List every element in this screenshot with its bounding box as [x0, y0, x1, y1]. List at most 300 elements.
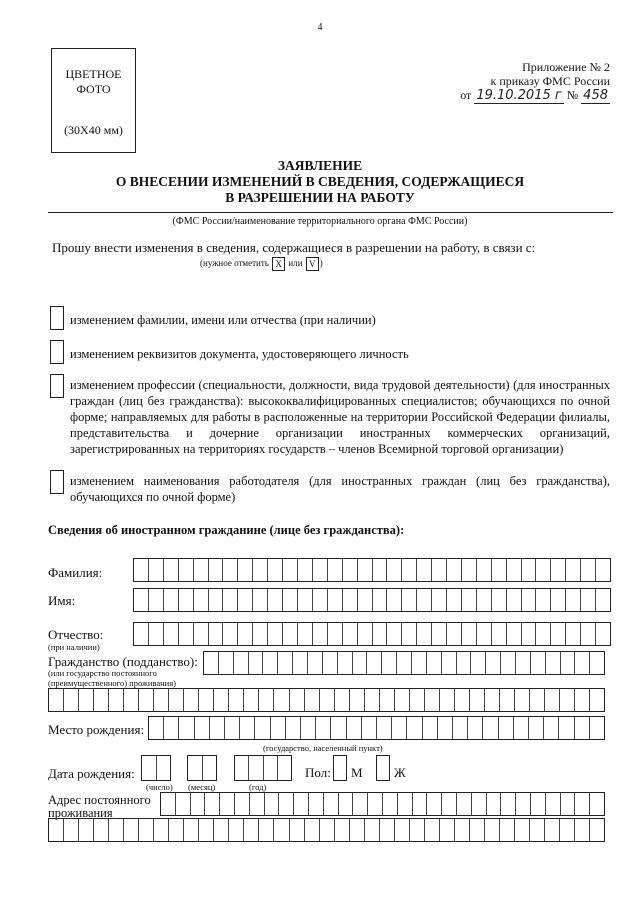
grid-cell[interactable] — [164, 623, 179, 645]
grid-cell[interactable] — [164, 559, 179, 581]
grid-cell[interactable] — [331, 717, 346, 739]
citizenship-note1: (или государство постоянного — [48, 668, 157, 678]
grid-cell[interactable] — [290, 689, 305, 711]
grid-cell[interactable] — [194, 623, 209, 645]
grid-cell[interactable] — [507, 559, 522, 581]
grid-cell[interactable] — [223, 623, 238, 645]
grid-cell[interactable] — [380, 819, 395, 841]
grid-cell[interactable] — [259, 819, 274, 841]
grid-cell[interactable] — [350, 819, 365, 841]
grid-cell[interactable] — [455, 819, 470, 841]
grid-cell[interactable] — [486, 652, 501, 674]
grid-cell[interactable] — [417, 589, 432, 611]
grid-cell[interactable] — [298, 589, 313, 611]
grid-cell[interactable] — [278, 652, 293, 674]
grid-cell[interactable] — [154, 689, 169, 711]
grid-cell[interactable] — [199, 689, 214, 711]
grid-cell[interactable] — [462, 623, 477, 645]
grid-cell[interactable] — [575, 793, 590, 815]
grid-cell[interactable] — [575, 652, 590, 674]
grid-cell[interactable] — [264, 756, 278, 780]
grid-cell[interactable] — [179, 623, 194, 645]
grid-cell[interactable] — [368, 793, 383, 815]
address-grid-line1[interactable] — [160, 792, 605, 816]
grid-cell[interactable] — [169, 689, 184, 711]
grid-cell[interactable] — [500, 819, 515, 841]
grid-cell[interactable] — [590, 717, 604, 739]
grid-cell[interactable] — [427, 652, 442, 674]
grid-cell[interactable] — [179, 717, 194, 739]
grid-cell[interactable] — [516, 793, 531, 815]
mark-hint — [200, 257, 323, 271]
grid-cell[interactable] — [447, 623, 462, 645]
grid-cell[interactable] — [402, 559, 417, 581]
grid-cell[interactable] — [522, 559, 537, 581]
grid-cell[interactable] — [244, 819, 259, 841]
birthplace-grid[interactable] — [148, 716, 605, 740]
grid-cell[interactable] — [367, 652, 382, 674]
grid-cell[interactable] — [109, 819, 124, 841]
grid-cell[interactable] — [343, 559, 358, 581]
grid-cell[interactable] — [134, 589, 149, 611]
grid-cell[interactable] — [343, 623, 358, 645]
grid-cell[interactable] — [250, 793, 265, 815]
grid-cell[interactable] — [575, 717, 590, 739]
grid-cell[interactable] — [184, 819, 199, 841]
grid-cell[interactable] — [49, 819, 64, 841]
grid-cell[interactable] — [447, 559, 462, 581]
grid-cell[interactable] — [545, 819, 560, 841]
grid-cell[interactable] — [142, 756, 157, 780]
grid-cell[interactable] — [79, 689, 94, 711]
grid-cell[interactable] — [410, 819, 425, 841]
grid-cell[interactable] — [253, 623, 268, 645]
surname-grid[interactable] — [133, 558, 611, 582]
citizenship-grid-line1[interactable] — [203, 651, 605, 675]
grid-cell[interactable] — [343, 589, 358, 611]
grid-cell[interactable] — [283, 623, 298, 645]
grid-cell[interactable] — [238, 589, 253, 611]
birth-month-note: (месяц) — [188, 782, 216, 792]
grid-cell[interactable] — [492, 589, 507, 611]
grid-cell[interactable] — [293, 652, 308, 674]
address-label — [48, 794, 151, 820]
grid-cell[interactable] — [320, 689, 335, 711]
grid-cell[interactable] — [223, 559, 238, 581]
grid-cell[interactable] — [149, 623, 164, 645]
grid-cell[interactable] — [263, 652, 278, 674]
grid-cell[interactable] — [286, 717, 301, 739]
hint-prefix: (нужное отметить — [200, 258, 269, 269]
grid-cell[interactable] — [313, 589, 328, 611]
grid-cell[interactable] — [235, 756, 249, 780]
grid-cell[interactable] — [205, 793, 220, 815]
grid-cell[interactable] — [410, 689, 425, 711]
grid-cell[interactable] — [462, 559, 477, 581]
grid-cell[interactable] — [328, 589, 343, 611]
grid-cell[interactable] — [544, 717, 559, 739]
grid-cell[interactable] — [590, 689, 604, 711]
grid-cell[interactable] — [575, 819, 590, 841]
grid-cell[interactable] — [455, 689, 470, 711]
grid-cell[interactable] — [477, 623, 492, 645]
grid-cell[interactable] — [462, 589, 477, 611]
grid-cell[interactable] — [229, 689, 244, 711]
grid-cell[interactable] — [485, 819, 500, 841]
grid-cell[interactable] — [499, 717, 514, 739]
grid-cell[interactable] — [392, 717, 407, 739]
grid-cell[interactable] — [477, 559, 492, 581]
patronymic-label: Отчество: — [48, 627, 104, 642]
grid-cell[interactable] — [402, 623, 417, 645]
grid-cell[interactable] — [271, 717, 286, 739]
grid-cell[interactable] — [94, 819, 109, 841]
grid-cell[interactable] — [199, 819, 214, 841]
grid-cell[interactable] — [238, 623, 253, 645]
grid-cell[interactable] — [470, 819, 485, 841]
grid-cell[interactable] — [157, 756, 171, 780]
grid-cell[interactable] — [328, 559, 343, 581]
grid-cell[interactable] — [124, 819, 139, 841]
grid-cell[interactable] — [413, 793, 428, 815]
grid-cell[interactable] — [134, 559, 149, 581]
grid-cell[interactable] — [590, 793, 604, 815]
grid-cell[interactable] — [546, 793, 561, 815]
grid-cell[interactable] — [551, 623, 566, 645]
option-checkbox-document[interactable] — [50, 340, 64, 364]
grid-cell[interactable] — [328, 623, 343, 645]
grid-cell[interactable] — [561, 652, 576, 674]
grid-cell[interactable] — [566, 559, 581, 581]
grid-cell[interactable] — [278, 756, 291, 780]
grid-cell[interactable] — [581, 559, 596, 581]
grid-cell[interactable] — [501, 793, 516, 815]
grid-cell[interactable] — [425, 689, 440, 711]
grid-cell[interactable] — [358, 623, 373, 645]
patronymic-grid[interactable] — [133, 622, 611, 646]
grid-cell[interactable] — [268, 559, 283, 581]
grid-cell[interactable] — [301, 717, 316, 739]
sex-male-label: М — [351, 765, 363, 780]
grid-cell[interactable] — [387, 589, 402, 611]
citizenship-grid-line2[interactable] — [48, 688, 605, 712]
grid-cell[interactable] — [566, 623, 581, 645]
grid-cell[interactable] — [440, 689, 455, 711]
grid-cell[interactable] — [566, 589, 581, 611]
birth-day-grid[interactable] — [141, 755, 171, 781]
grid-cell[interactable] — [347, 717, 362, 739]
grid-cell[interactable] — [545, 689, 560, 711]
grid-cell[interactable] — [139, 819, 154, 841]
appendix-header — [460, 60, 610, 103]
authority-line[interactable] — [48, 212, 613, 213]
page-number: 4 — [317, 22, 323, 33]
grid-cell[interactable] — [447, 589, 462, 611]
grid-cell[interactable] — [457, 793, 472, 815]
grid-cell[interactable] — [219, 652, 234, 674]
grid-cell[interactable] — [308, 652, 323, 674]
option-checkbox-employer[interactable] — [50, 470, 64, 494]
grid-cell[interactable] — [194, 559, 209, 581]
grid-cell[interactable] — [530, 689, 545, 711]
grid-cell[interactable] — [596, 623, 610, 645]
grid-cell[interactable] — [380, 689, 395, 711]
grid-cell[interactable] — [338, 652, 353, 674]
address-label-line2: проживания — [48, 806, 113, 820]
grid-cell[interactable] — [383, 793, 398, 815]
grid-cell[interactable] — [238, 559, 253, 581]
grid-cell[interactable] — [423, 717, 438, 739]
grid-cell[interactable] — [179, 559, 194, 581]
grid-cell[interactable] — [149, 559, 164, 581]
grid-cell[interactable] — [149, 717, 164, 739]
grid-cell[interactable] — [255, 717, 270, 739]
grid-cell[interactable] — [223, 589, 238, 611]
grid-cell[interactable] — [244, 689, 259, 711]
grid-cell[interactable] — [395, 689, 410, 711]
grid-cell[interactable] — [514, 717, 529, 739]
grid-cell[interactable] — [124, 689, 139, 711]
grid-cell[interactable] — [240, 717, 255, 739]
grid-cell[interactable] — [531, 652, 546, 674]
grid-cell[interactable] — [259, 689, 274, 711]
grid-cell[interactable] — [442, 652, 457, 674]
grid-cell[interactable] — [279, 793, 294, 815]
grid-cell[interactable] — [161, 793, 176, 815]
grid-cell[interactable] — [229, 819, 244, 841]
grid-cell[interactable] — [536, 623, 551, 645]
grid-cell[interactable] — [432, 623, 447, 645]
grid-cell[interactable] — [402, 589, 417, 611]
order-from: от — [460, 88, 472, 102]
grid-cell[interactable] — [507, 623, 522, 645]
grid-cell[interactable] — [353, 652, 368, 674]
grid-cell[interactable] — [561, 793, 576, 815]
grid-cell[interactable] — [164, 589, 179, 611]
grid-cell[interactable] — [335, 819, 350, 841]
grid-cell[interactable] — [305, 689, 320, 711]
grid-cell[interactable] — [373, 559, 388, 581]
grid-cell[interactable] — [516, 652, 531, 674]
grid-cell[interactable] — [492, 559, 507, 581]
grid-cell[interactable] — [234, 652, 249, 674]
grid-cell[interactable] — [109, 689, 124, 711]
grid-cell[interactable] — [268, 623, 283, 645]
grid-cell[interactable] — [154, 819, 169, 841]
grid-cell[interactable] — [483, 717, 498, 739]
grid-cell[interactable] — [209, 589, 224, 611]
grid-cell[interactable] — [590, 819, 604, 841]
grid-cell[interactable] — [324, 793, 339, 815]
grid-cell[interactable] — [298, 559, 313, 581]
grid-cell[interactable] — [515, 689, 530, 711]
grid-cell[interactable] — [551, 589, 566, 611]
grid-cell[interactable] — [274, 819, 289, 841]
grid-cell[interactable] — [398, 793, 413, 815]
grid-cell[interactable] — [298, 623, 313, 645]
grid-cell[interactable] — [149, 589, 164, 611]
grid-cell[interactable] — [365, 819, 380, 841]
grid-cell[interactable] — [210, 717, 225, 739]
grid-cell[interactable] — [294, 793, 309, 815]
appendix-line1: Приложение № 2 — [522, 60, 610, 74]
grid-cell[interactable] — [432, 589, 447, 611]
grid-cell[interactable] — [397, 652, 412, 674]
grid-cell[interactable] — [209, 559, 224, 581]
grid-cell[interactable] — [590, 652, 604, 674]
sex-male-checkbox[interactable] — [333, 755, 347, 781]
grid-cell[interactable] — [546, 652, 561, 674]
grid-cell[interactable] — [382, 652, 397, 674]
grid-cell[interactable] — [575, 689, 590, 711]
grid-cell[interactable] — [536, 589, 551, 611]
grid-cell[interactable] — [407, 717, 422, 739]
grid-cell[interactable] — [501, 652, 516, 674]
grid-cell[interactable] — [194, 589, 209, 611]
birth-month-grid[interactable] — [187, 755, 217, 781]
option-checkbox-profession[interactable] — [50, 374, 64, 398]
grid-cell[interactable] — [470, 689, 485, 711]
grid-cell[interactable] — [191, 793, 206, 815]
grid-cell[interactable] — [536, 559, 551, 581]
grid-cell[interactable] — [438, 717, 453, 739]
grid-cell[interactable] — [274, 689, 289, 711]
grid-cell[interactable] — [176, 793, 191, 815]
grid-cell[interactable] — [283, 559, 298, 581]
grid-cell[interactable] — [581, 589, 596, 611]
grid-cell[interactable] — [387, 559, 402, 581]
grid-cell[interactable] — [225, 717, 240, 739]
grid-cell[interactable] — [195, 717, 210, 739]
request-text: Прошу внести изменения в сведения, содержащиеся в разрешении на работу, в связи с: — [52, 240, 536, 255]
grid-cell[interactable] — [560, 689, 575, 711]
grid-cell[interactable] — [79, 819, 94, 841]
grid-cell[interactable] — [179, 589, 194, 611]
grid-cell[interactable] — [485, 689, 500, 711]
grid-cell[interactable] — [487, 793, 502, 815]
grid-cell[interactable] — [417, 623, 432, 645]
surname-label: Фамилия: — [48, 565, 103, 580]
grid-cell[interactable] — [313, 623, 328, 645]
grid-cell[interactable] — [313, 559, 328, 581]
grid-cell[interactable] — [249, 756, 263, 780]
grid-cell[interactable] — [492, 623, 507, 645]
grid-cell[interactable] — [214, 819, 229, 841]
grid-cell[interactable] — [139, 689, 154, 711]
grid-cell[interactable] — [522, 623, 537, 645]
grid-cell[interactable] — [305, 819, 320, 841]
grid-cell[interactable] — [309, 793, 324, 815]
grid-cell[interactable] — [596, 559, 610, 581]
grid-cell[interactable] — [596, 589, 610, 611]
grid-cell[interactable] — [425, 819, 440, 841]
grid-cell[interactable] — [417, 559, 432, 581]
grid-cell[interactable] — [323, 652, 338, 674]
grid-cell[interactable] — [432, 559, 447, 581]
grid-cell[interactable] — [358, 559, 373, 581]
grid-cell[interactable] — [265, 793, 280, 815]
grid-cell[interactable] — [530, 819, 545, 841]
grid-cell[interactable] — [581, 623, 596, 645]
grid-cell[interactable] — [395, 819, 410, 841]
grid-cell[interactable] — [253, 559, 268, 581]
grid-cell[interactable] — [253, 589, 268, 611]
grid-cell[interactable] — [471, 652, 486, 674]
grid-cell[interactable] — [268, 589, 283, 611]
grid-cell[interactable] — [320, 819, 335, 841]
grid-cell[interactable] — [515, 819, 530, 841]
address-grid-line2[interactable] — [48, 818, 605, 842]
grid-cell[interactable] — [188, 756, 203, 780]
grid-cell[interactable] — [184, 689, 199, 711]
grid-cell[interactable] — [522, 589, 537, 611]
grid-cell[interactable] — [500, 689, 515, 711]
citizenship-note2: (преимущественного) проживания) — [48, 678, 176, 688]
sex-female-checkbox[interactable] — [376, 755, 390, 781]
hint-or: или — [288, 258, 303, 269]
authority-caption: (ФМС России/наименование территориального органа ФМС России) — [172, 216, 468, 227]
grid-cell[interactable] — [551, 559, 566, 581]
grid-cell[interactable] — [283, 589, 298, 611]
grid-cell[interactable] — [94, 689, 109, 711]
grid-cell[interactable] — [350, 689, 365, 711]
grid-cell[interactable] — [440, 819, 455, 841]
grid-cell[interactable] — [477, 589, 492, 611]
grid-cell[interactable] — [373, 589, 388, 611]
grid-cell[interactable] — [316, 717, 331, 739]
birth-year-grid[interactable] — [234, 755, 292, 781]
grid-cell[interactable] — [290, 819, 305, 841]
grid-cell[interactable] — [377, 717, 392, 739]
grid-cell[interactable] — [472, 793, 487, 815]
grid-cell[interactable] — [169, 819, 184, 841]
grid-cell[interactable] — [214, 689, 229, 711]
grid-cell[interactable] — [362, 717, 377, 739]
grid-cell[interactable] — [373, 623, 388, 645]
grid-cell[interactable] — [507, 589, 522, 611]
grid-cell[interactable] — [559, 717, 574, 739]
name-grid[interactable] — [133, 588, 611, 612]
option-checkbox-name[interactable] — [50, 306, 64, 330]
grid-cell[interactable] — [457, 652, 472, 674]
grid-cell[interactable] — [164, 717, 179, 739]
grid-cell[interactable] — [204, 652, 219, 674]
grid-cell[interactable] — [412, 652, 427, 674]
grid-cell[interactable] — [249, 652, 264, 674]
grid-cell[interactable] — [529, 717, 544, 739]
grid-cell[interactable] — [220, 793, 235, 815]
grid-cell[interactable] — [235, 793, 250, 815]
grid-cell[interactable] — [427, 793, 442, 815]
grid-cell[interactable] — [209, 623, 224, 645]
grid-cell[interactable] — [64, 689, 79, 711]
grid-cell[interactable] — [339, 793, 354, 815]
grid-cell[interactable] — [442, 793, 457, 815]
grid-cell[interactable] — [335, 689, 350, 711]
grid-cell[interactable] — [49, 689, 64, 711]
grid-cell[interactable] — [387, 623, 402, 645]
grid-cell[interactable] — [358, 589, 373, 611]
grid-cell[interactable] — [203, 756, 217, 780]
grid-cell[interactable] — [453, 717, 468, 739]
grid-cell[interactable] — [353, 793, 368, 815]
grid-cell[interactable] — [134, 623, 149, 645]
grid-cell[interactable] — [531, 793, 546, 815]
grid-cell[interactable] — [468, 717, 483, 739]
grid-cell[interactable] — [560, 819, 575, 841]
grid-cell[interactable] — [365, 689, 380, 711]
grid-cell[interactable] — [64, 819, 79, 841]
